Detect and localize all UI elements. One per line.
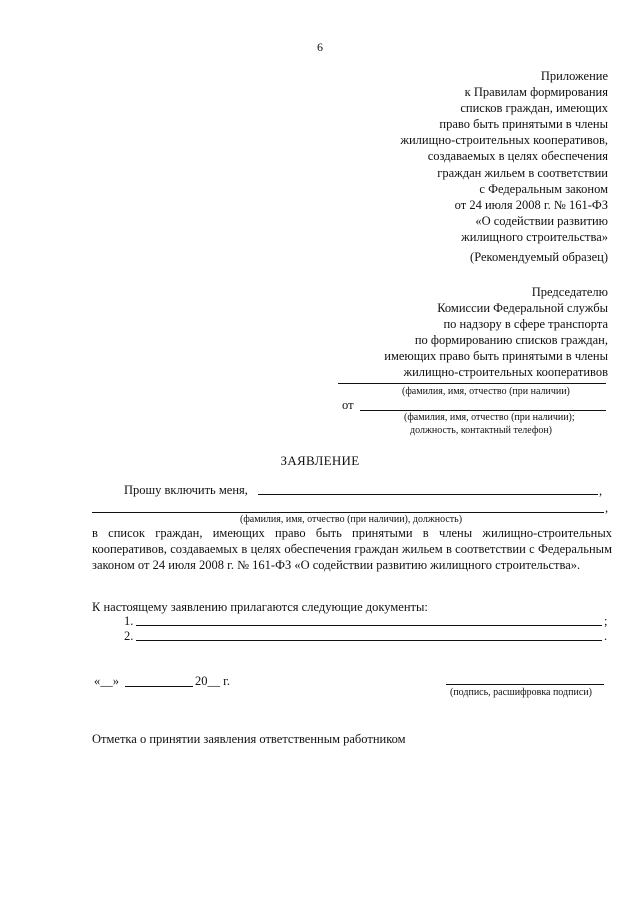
appendix-line: «О содействии развитию (475, 213, 608, 228)
addressee-line: жилищно-строительных кооперативов (403, 365, 608, 380)
appendix-line: к Правилам формирования (464, 85, 608, 100)
chair-name-line[interactable] (338, 383, 606, 384)
date-year-prefix: 20 (195, 674, 208, 688)
date-field (94, 674, 119, 689)
documents-intro: К настоящему заявлению прилагаются следующие документы: (92, 600, 428, 614)
signature-caption: (подпись, расшифровка подписи) (450, 687, 592, 698)
date-day-blank[interactable]: __ (100, 674, 113, 688)
applicant-name-line-2[interactable] (92, 512, 604, 513)
recommended-sample-label: (Рекомендуемый образец) (470, 250, 608, 264)
document-item-number: 2. (124, 629, 134, 643)
appendix-line: жилищно-строительных кооперативов, (400, 133, 608, 148)
date-close-quote: » (112, 674, 119, 688)
addressee-line: по формированию списков граждан, (414, 333, 608, 348)
addressee-block (384, 284, 608, 381)
document-title: ЗАЯВЛЕНИЕ (280, 453, 360, 468)
request-body-text: в список граждан, имеющих право быть принятыми в члены жилищно-строительных кооперативов, создаваемых в целях обеспечения граждан жильем в соответствии с Федеральным законом от 24 июля 2008 г. № 161-ФЗ «О содействии развитию жилищного строительства». (92, 526, 612, 572)
appendix-line: с Федеральным законом (479, 181, 608, 196)
signature-line[interactable] (446, 684, 604, 685)
date-month-line[interactable] (125, 686, 193, 687)
page-number: 6 (317, 40, 323, 54)
appendix-line: граждан жильем в соответствии (437, 165, 608, 180)
acceptance-note: Отметка о принятии заявления ответственным работником (92, 732, 406, 746)
addressee-line: имеющих право быть принятыми в члены (384, 349, 608, 364)
chair-name-caption: (фамилия, имя, отчество (при наличии) (402, 386, 570, 397)
appendix-line: от 24 июля 2008 г. № 161-ФЗ (454, 197, 608, 212)
applicant-info-line[interactable] (360, 410, 606, 411)
applicant-info-caption: должность, контактный телефон) (410, 425, 552, 436)
addressee-line: Комиссии Федеральной службы (437, 301, 608, 316)
document-item-end: ; (604, 614, 608, 628)
document-item-end: . (604, 629, 608, 643)
request-prefix: Прошу включить меня, (124, 483, 248, 497)
date-open-quote: « (94, 674, 101, 688)
date-year-blank[interactable]: __ (207, 674, 220, 688)
from-label: от (342, 398, 354, 412)
document-item-line[interactable] (136, 625, 602, 626)
addressee-line: по надзору в сфере транспорта (443, 317, 608, 332)
date-year (195, 674, 230, 689)
applicant-info-caption: (фамилия, имя, отчество (при наличии); (404, 412, 575, 423)
appendix-line: жилищного строительства» (461, 229, 608, 244)
document-item-line[interactable] (136, 640, 602, 641)
date-year-suffix: г. (223, 674, 230, 688)
appendix-line: создаваемых в целях обеспечения (427, 149, 608, 164)
appendix-line: право быть принятыми в члены (439, 117, 608, 132)
applicant-name-caption: (фамилия, имя, отчество (при наличии), должность) (240, 514, 463, 525)
appendix-line: списков граждан, имеющих (460, 101, 608, 116)
comma: , (605, 501, 609, 515)
appendix-line: Приложение (540, 69, 608, 83)
appendix-header (400, 68, 608, 245)
addressee-line: Председателю (531, 285, 608, 299)
document-item-number: 1. (124, 614, 134, 628)
applicant-name-line[interactable] (258, 494, 598, 495)
comma: , (599, 484, 603, 498)
